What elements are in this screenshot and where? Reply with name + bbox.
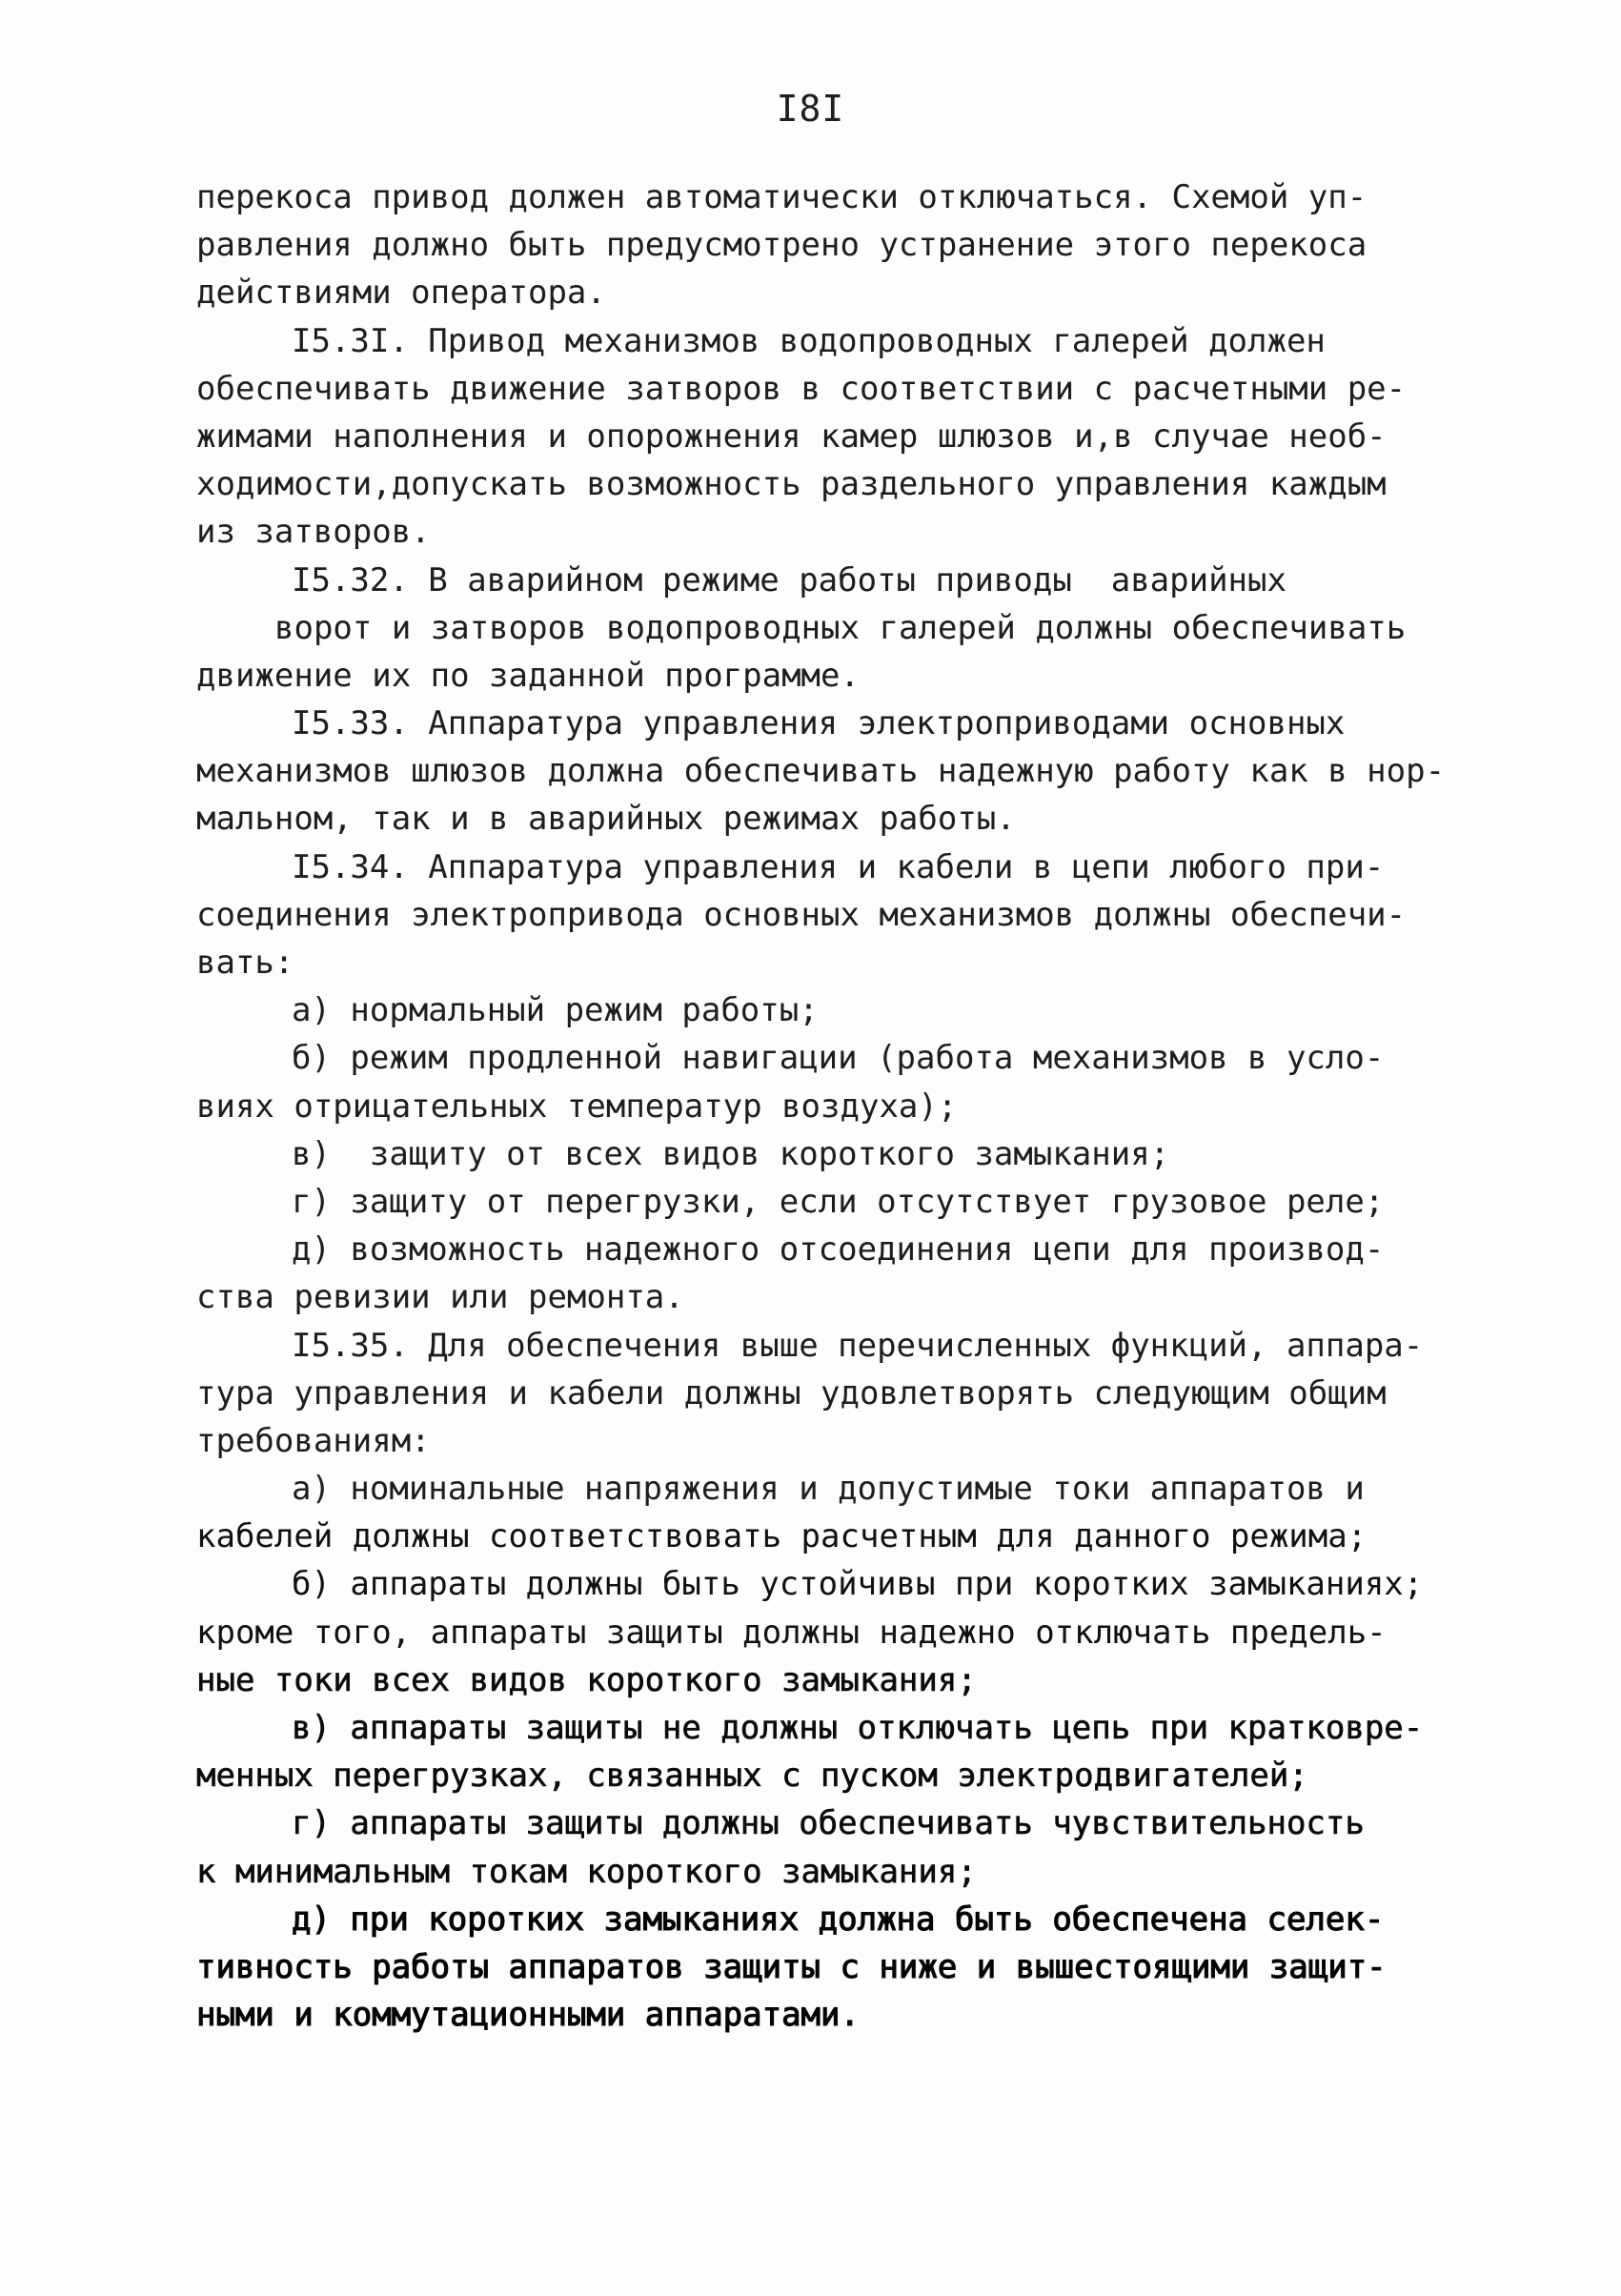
clause-15-34-heading: I5.34. Аппаратура управления и кабели в цепи любого при- xyxy=(292,847,1385,886)
text-line: кабелей должны соответствовать расчетным для данного режима; xyxy=(196,1517,1368,1556)
text-line: менных перегрузках, связанных с пуском электродвигателей; xyxy=(196,1757,1308,1796)
clause-15-35-heading: I5.35. Для обеспечения выше перечисленных функций, аппара- xyxy=(292,1326,1424,1365)
text-line: соединения электропривода основных механизмов должны обеспечи- xyxy=(196,895,1407,934)
text-line: механизмов шлюзов должна обеспечивать надежную работу как в нор- xyxy=(196,752,1446,791)
text-line: ворот и затворов водопроводных галерей должны обеспечивать xyxy=(274,608,1407,647)
list-item: а) номинальные напряжения и допустимые токи аппаратов и xyxy=(292,1470,1365,1509)
list-item: д) при коротких замыканиях должна быть обеспечена селек- xyxy=(292,1900,1385,1939)
list-item: г) защиту от перегрузки, если отсутствует грузовое реле; xyxy=(292,1182,1385,1221)
text-line: кроме того, аппараты защиты должны надежно отключать предель- xyxy=(196,1613,1387,1652)
text-line: ными и коммутационными аппаратами. xyxy=(196,1996,860,2035)
list-item: д) возможность надежного отсоединения цепи для производ- xyxy=(292,1230,1385,1270)
list-item: б) режим продленной навигации (работа механизмов в усло- xyxy=(292,1039,1385,1078)
text-line: обеспечивать движение затворов в соответствии с расчетными ре- xyxy=(196,369,1407,408)
text-line: виях отрицательных температур воздуха); xyxy=(196,1087,958,1126)
list-item: в) защиту от всех видов короткого замыкания; xyxy=(292,1134,1170,1173)
list-item: в) аппараты защиты не должны отключать цепь при кратковре- xyxy=(292,1709,1424,1747)
clause-15-33-heading: I5.33. Аппаратура управления электроприводами основных xyxy=(292,704,1346,743)
text-line: мальном, так и в аварийных режимах работы. xyxy=(196,800,1016,839)
text-line: равления должно быть предусмотрено устранение этого перекоса xyxy=(196,226,1368,265)
text-line: к минимальным токам короткого замыкания; xyxy=(196,1852,977,1891)
text-line: ства ревизии или ремонта. xyxy=(196,1278,684,1317)
text-line: ные токи всех видов короткого замыкания; xyxy=(196,1660,977,1699)
list-item: а) нормальный режим работы; xyxy=(292,991,819,1030)
text-line: тивность работы аппаратов защиты с ниже и вышестоящими защит- xyxy=(196,1947,1387,1986)
text-line: ходимости,допускать возможность раздельного управления каждым xyxy=(196,465,1387,504)
text-line: из затворов. xyxy=(196,513,431,552)
text-line: движение их по заданной программе. xyxy=(196,656,860,695)
text-line: требованиям: xyxy=(196,1421,431,1460)
text-line: перекоса привод должен автоматически отключаться. Схемой уп- xyxy=(196,178,1368,216)
text-line: тура управления и кабели должны удовлетворять следующим общим xyxy=(196,1373,1387,1412)
list-item: б) аппараты должны быть устойчивы при коротких замыканиях; xyxy=(292,1565,1424,1604)
list-item: г) аппараты защиты должны обеспечивать чувствительность xyxy=(292,1804,1365,1843)
body-text xyxy=(196,173,1446,2039)
clause-15-31-heading: I5.3I. Привод механизмов водопроводных галерей должен xyxy=(292,321,1326,360)
text-line: действиями оператора. xyxy=(196,274,606,313)
page-number: I8I xyxy=(776,88,845,130)
text-line: вать: xyxy=(196,944,294,982)
text-line: жимами наполнения и опорожнения камер шлюзов и,в случае необ- xyxy=(196,417,1387,456)
clause-15-32-heading: I5.32. В аварийном режиме работы приводы аварийных xyxy=(292,560,1287,599)
